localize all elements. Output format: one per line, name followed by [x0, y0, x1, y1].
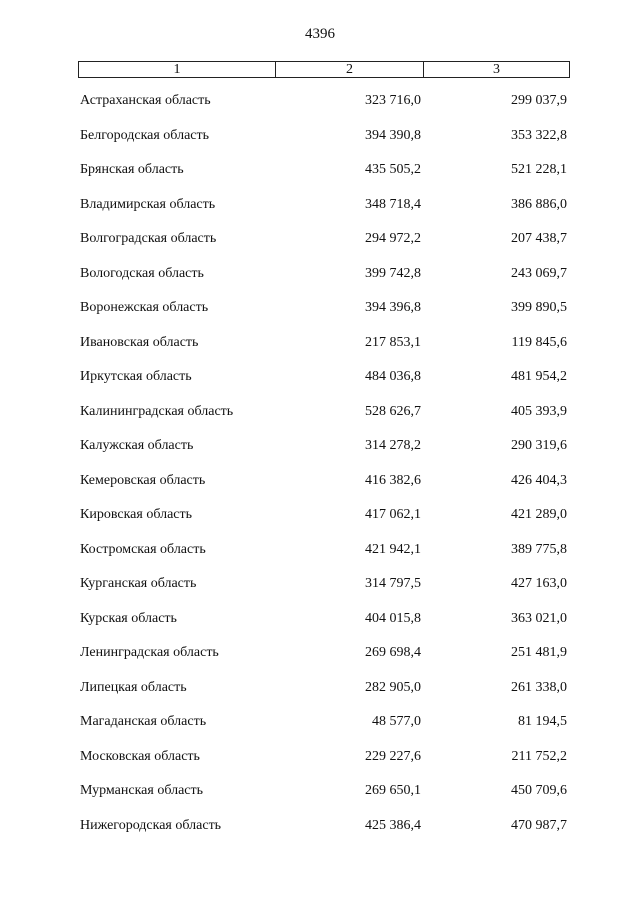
region-name: Белгородская область [80, 127, 210, 143]
value-column-3: 81 194,5 [518, 714, 567, 729]
region-name: Кемеровская область [80, 472, 206, 488]
value-column-2: 394 396,8 [365, 300, 421, 315]
value-column-2: 416 382,6 [365, 472, 421, 488]
table-row [0, 162, 640, 197]
value-column-3: 261 338,0 [511, 679, 567, 695]
value-column-2: 269 650,1 [365, 783, 421, 798]
value-column-3: 450 709,6 [511, 783, 567, 798]
value-column-3: 399 890,5 [511, 300, 567, 315]
value-column-2: 314 278,2 [365, 438, 421, 453]
value-column-3: 521 228,1 [511, 162, 567, 177]
table-row [0, 93, 640, 128]
value-column-2: 399 742,8 [365, 265, 421, 281]
value-column-2: 217 853,1 [365, 334, 421, 350]
value-column-3: 481 954,2 [511, 369, 567, 384]
value-column-2: 229 227,6 [365, 748, 421, 764]
value-column-3: 405 393,9 [511, 403, 567, 419]
region-name: Калининградская область [80, 403, 234, 419]
column-header-3: 3 [493, 62, 500, 77]
table-row [0, 818, 640, 853]
table-row [0, 507, 640, 542]
region-name: Ленинградская область [80, 645, 219, 660]
table-row [0, 645, 640, 680]
column-header-row [78, 61, 570, 78]
region-name: Владимирская область [80, 196, 216, 212]
table-row [0, 335, 640, 370]
value-column-3: 299 037,9 [511, 93, 567, 108]
value-column-3: 251 481,9 [511, 645, 567, 660]
value-column-3: 421 289,0 [511, 507, 567, 522]
region-name: Астраханская область [80, 93, 211, 108]
value-column-2: 421 942,1 [365, 541, 421, 557]
region-name: Мурманская область [80, 783, 204, 798]
table-body [0, 93, 640, 852]
table-row [0, 404, 640, 439]
region-name: Магаданская область [80, 714, 207, 729]
value-column-3: 427 163,0 [511, 576, 567, 591]
column-header-2: 2 [276, 62, 424, 77]
value-column-2: 323 716,0 [365, 93, 421, 108]
table-row [0, 714, 640, 749]
value-column-2: 348 718,4 [365, 196, 421, 212]
value-column-2: 425 386,4 [365, 817, 421, 833]
region-name: Вологодская область [80, 265, 204, 281]
table-row [0, 438, 640, 473]
region-name: Кировская область [80, 507, 193, 522]
value-column-2: 528 626,7 [365, 403, 421, 419]
value-column-2: 404 015,8 [365, 610, 421, 626]
table-row [0, 749, 640, 784]
value-column-2: 48 577,0 [372, 714, 421, 729]
region-name: Ивановская область [80, 334, 199, 350]
region-name: Иркутская область [80, 369, 192, 384]
region-name: Калужская область [80, 438, 194, 453]
value-column-2: 294 972,2 [365, 231, 421, 246]
value-column-3: 243 069,7 [511, 265, 567, 281]
page-number: 4396 [305, 26, 335, 42]
table-row [0, 197, 640, 232]
value-column-3: 119 845,6 [511, 334, 567, 350]
table-row [0, 576, 640, 611]
value-column-2: 269 698,4 [365, 645, 421, 660]
region-name: Нижегородская область [80, 817, 222, 833]
table-row [0, 611, 640, 646]
region-name: Курганская область [80, 576, 197, 591]
table-row [0, 680, 640, 715]
value-column-2: 417 062,1 [365, 507, 421, 522]
table-row [0, 542, 640, 577]
value-column-2: 394 390,8 [365, 127, 421, 143]
table-row [0, 300, 640, 335]
value-column-3: 470 987,7 [511, 817, 567, 833]
value-column-3: 426 404,3 [511, 472, 567, 488]
table-row [0, 266, 640, 301]
value-column-2: 435 505,2 [365, 162, 421, 177]
table-row [0, 369, 640, 404]
table-row [0, 128, 640, 163]
value-column-3: 363 021,0 [511, 610, 567, 626]
table-row [0, 473, 640, 508]
value-column-3: 386 886,0 [511, 196, 567, 212]
value-column-2: 314 797,5 [365, 576, 421, 591]
value-column-2: 484 036,8 [365, 369, 421, 384]
value-column-3: 290 319,6 [511, 438, 567, 453]
table-row [0, 231, 640, 266]
region-name: Воронежская область [80, 300, 209, 315]
value-column-3: 353 322,8 [511, 127, 567, 143]
value-column-2: 282 905,0 [365, 679, 421, 695]
region-name: Московская область [80, 748, 200, 764]
region-name: Костромская область [80, 541, 206, 557]
region-name: Брянская область [80, 162, 184, 177]
column-header-1: 1 [79, 62, 276, 77]
value-column-3: 389 775,8 [511, 541, 567, 557]
table-row [0, 783, 640, 818]
region-name: Курская область [80, 610, 177, 626]
region-name: Липецкая область [80, 679, 187, 695]
value-column-3: 207 438,7 [511, 231, 567, 246]
value-column-3: 211 752,2 [511, 748, 567, 764]
region-name: Волгоградская область [80, 231, 217, 246]
